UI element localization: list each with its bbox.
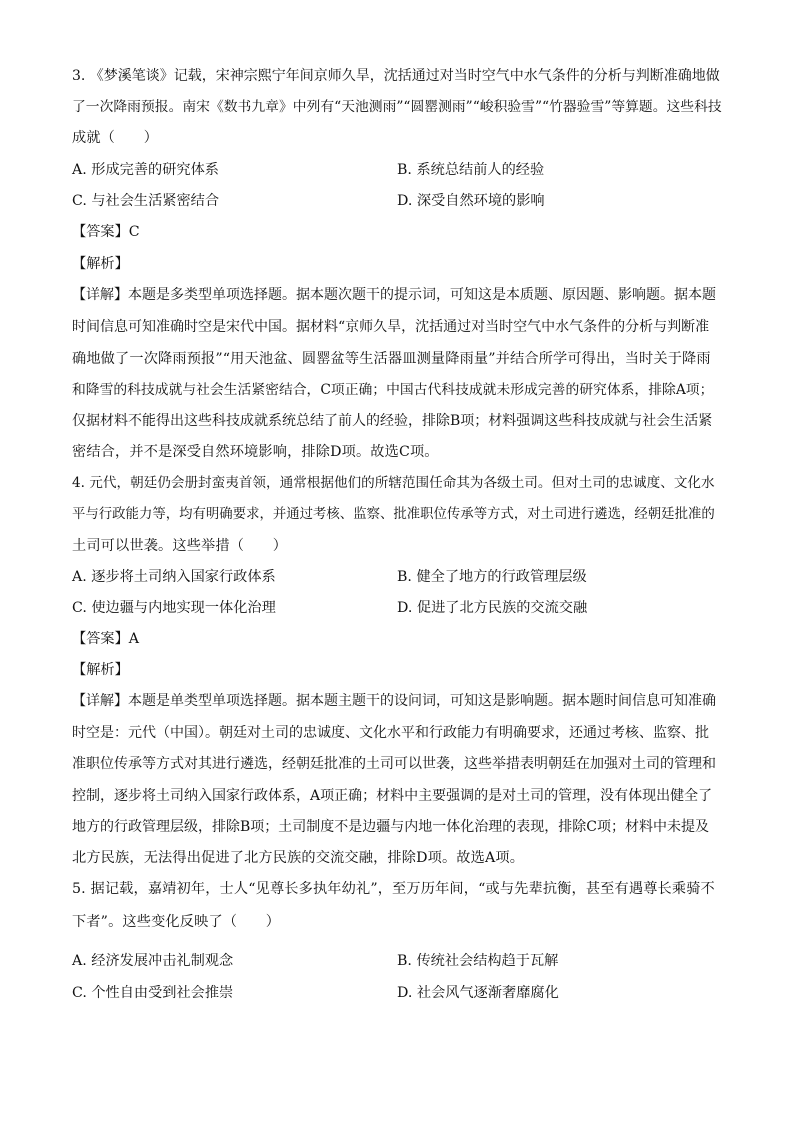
q3-stem-line-3: 成就（ ） (72, 130, 159, 146)
q4-detail-line-1: 【详解】本题是单类型单项选择题。据本题主题干的设问词，可知这是影响题。据本题时间信息可知准确 (72, 693, 716, 709)
q4-option-a: A. 逐步将土司纳入国家行政体系 (72, 569, 276, 585)
q4-detail-line-6: 北方民族，无法得出促进了北方民族的交流交融，排除D项。故选A项。 (72, 850, 525, 866)
q5-option-c: C. 个性自由受到社会推崇 (72, 985, 234, 1001)
q3-option-c: C. 与社会生活紧密结合 (72, 193, 220, 209)
q3-option-a: A. 形成完善的研究体系 (72, 162, 219, 178)
q5-option-b: B. 传统社会结构趋于瓦解 (397, 953, 559, 969)
q4-stem-line-2: 平与行政能力等，均有明确要求，并通过考核、监察、批准职位传承等方式，对土司进行遴选，经朝廷批准的 (72, 507, 715, 522)
q5-option-a: A. 经济发展冲击礼制观念 (72, 953, 234, 969)
q4-answer: 【答案】A (72, 631, 139, 647)
q4-detail-line-2: 时空是：元代（中国）。朝廷对土司的忠诚度、文化水平和行政能力有明确要求，还通过考核、监察、批 (72, 725, 709, 741)
q4-detail-line-5: 地方的行政管理层级，排除B项；土司制度不是边疆与内地一体化治理的表现，排除C项；材料中未提及 (72, 819, 709, 835)
q3-option-d: D. 深受自然环境的影响 (397, 193, 545, 209)
q3-detail-line-1: 【详解】本题是多类型单项选择题。据本题次题干的提示词，可知这是本质题、原因题、影响题。据本题 (72, 287, 716, 303)
q5-option-d: D. 社会风气逐渐奢靡腐化 (397, 985, 559, 1001)
q3-stem-line-1: 3. 《梦溪笔谈》记载，宋神宗熙宁年间京师久旱，沈括通过对当时空气中水气条件的分析与判断准确地做 (72, 68, 720, 84)
q3-answer: 【答案】C (72, 224, 140, 240)
q3-option-b: B. 系统总结前人的经验 (397, 162, 545, 178)
q3-stem-line-2: 了一次降雨预报。南宋《数书九章》中列有“天池测雨”“圆罂测雨”“峻积验雪”“竹器验雪”等算题。这些科技 (72, 99, 722, 115)
q5-stem-line-2: 下者”。这些变化反映了（ ） (72, 914, 281, 930)
q3-detail-line-3: 确地做了一次降雨预报”“用天池盆、圆罂盆等生活器皿测量降雨量”并结合所学可得出，当时关于降雨 (72, 351, 711, 367)
q4-analysis-label: 【解析】 (72, 662, 129, 678)
q4-detail-line-4: 控制，逐步将土司纳入国家行政体系，A项正确；材料中主要强调的是对土司的管理，没有体现出健全了 (72, 788, 713, 804)
q4-option-d: D. 促进了北方民族的交流交融 (397, 600, 588, 616)
q3-detail-line-5: 仅据材料不能得出这些科技成就系统总结了前人的经验，排除B项；材料强调这些科技成就与社会生活紧 (72, 413, 713, 429)
q3-analysis-label: 【解析】 (72, 256, 129, 272)
q5-stem-line-1: 5. 据记载，嘉靖初年，士人“见尊长多执年幼礼”，至万历年间，“或与先辈抗衡，甚至有遇尊长乘骑不 (72, 881, 715, 897)
q3-detail-line-2: 时间信息可知准确时空是宋代中国。据材料“京师久旱，沈括通过对当时空气中水气条件的分析与判断准 (72, 319, 710, 335)
q3-detail-line-4: 和降雪的科技成就与社会生活紧密结合，C项正确；中国古代科技成就未形成完善的研究体系，排除A项； (72, 382, 714, 398)
q4-stem-line-3: 土司可以世袭。这些举措（ ） (72, 538, 288, 554)
q4-option-c: C. 使边疆与内地实现一体化治理 (72, 600, 276, 616)
q4-stem-line-1: 4. 元代，朝廷仍会册封蛮夷首领，通常根据他们的所辖范围任命其为各级土司。但对土司的忠诚度、文化水 (72, 475, 715, 491)
q3-detail-line-6: 密结合，并不是深受自然环境影响，排除D项。故选C项。 (72, 444, 439, 460)
q4-detail-line-3: 准职位传承等方式对其进行遴选，经朝廷批准的土司可以世袭，这些举措表明朝廷在加强对土司的管理和 (72, 756, 716, 772)
q4-option-b: B. 健全了地方的行政管理层级 (397, 569, 587, 585)
